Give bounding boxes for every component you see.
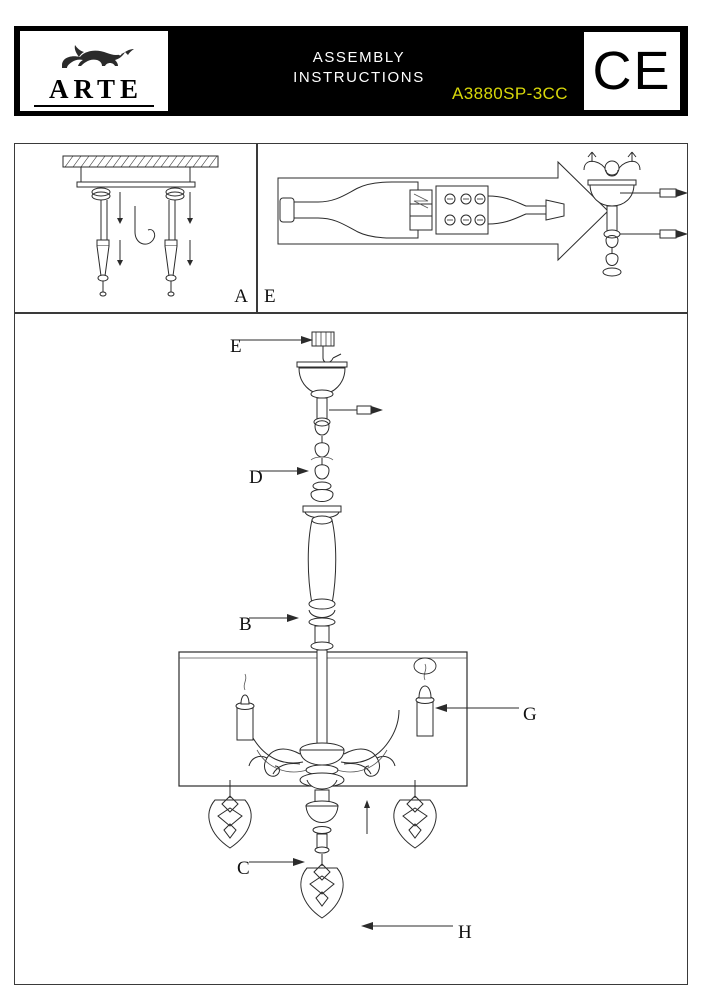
ce-mark-icon: CE: [592, 41, 672, 101]
arm-hub: [300, 743, 344, 789]
brand-underline: [34, 105, 154, 107]
panel-label-e: E: [264, 286, 276, 307]
callout-label-d: D: [249, 467, 263, 488]
callout-label-h: H: [458, 922, 472, 943]
sheet-title: [264, 48, 454, 88]
bottom-crystal-finial: [301, 854, 343, 918]
ce-mark-box: [584, 32, 680, 110]
callout-label-g: G: [523, 704, 537, 725]
crystal-pendant-left: [209, 780, 251, 848]
callout-label-e: E: [230, 336, 242, 357]
lower-shaft: [317, 650, 327, 750]
wiring-terminal-diagram: [258, 144, 687, 312]
candle-arm-right: [337, 658, 436, 772]
winged-lion-griffin-logo-icon: [46, 35, 142, 75]
brand-logo-box: [20, 31, 168, 111]
ceiling-bracket-diagram: [15, 144, 256, 312]
sheet-title-line-1: ASSEMBLY: [312, 49, 406, 66]
header-bar: [14, 26, 688, 116]
callout-label-c: C: [237, 858, 250, 879]
candle-arm-left: [236, 674, 307, 772]
ceiling-plug-connector: [312, 332, 341, 363]
chain-link-suspension: [311, 421, 333, 479]
callout-label-b: B: [239, 614, 252, 635]
leader-lines: [239, 336, 519, 930]
model-code: A3880SP-3CC: [452, 84, 568, 103]
ceiling-canopy: [297, 362, 347, 398]
crystal-pendant-right: [394, 780, 436, 848]
panel-label-a: A: [234, 286, 248, 307]
sheet-title-line-2: INSTRUCTIONS: [293, 69, 425, 86]
brand-wordmark: ARTE: [48, 74, 144, 104]
decorative-collar: [303, 482, 341, 518]
panel-wiring-detail: [257, 143, 688, 313]
panel-ceiling-bracket: [14, 143, 257, 313]
panel-full-assembly: [14, 313, 688, 985]
lower-bowl-assembly: [306, 790, 370, 853]
upper-suspension-rod: [314, 398, 383, 426]
central-column-body: [308, 516, 336, 650]
chandelier-assembly-diagram: [15, 314, 687, 984]
